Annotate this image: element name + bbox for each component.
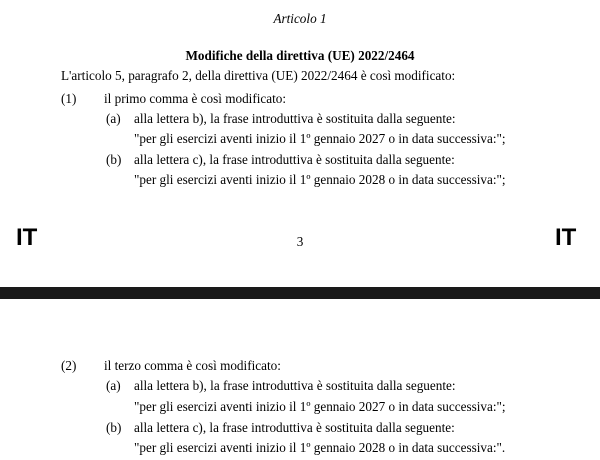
subitem-letter: (b) xyxy=(106,420,122,435)
subitem-text: alla lettera c), la frase introduttiva è sostituita dalla seguente: xyxy=(134,420,455,435)
language-code-right: IT xyxy=(555,224,577,251)
subitem-text: alla lettera c), la frase introduttiva è sostituita dalla seguente: xyxy=(134,152,455,167)
subitem-text: alla lettera b), la frase introduttiva è sostituita dalla seguente: xyxy=(134,378,456,393)
subitem-quote: "per gli esercizi aventi inizio il 1º gennaio 2027 o in data successiva:"; xyxy=(134,399,506,414)
item-text: il primo comma è così modificato: xyxy=(104,91,287,106)
item-text: il terzo comma è così modificato: xyxy=(104,358,281,373)
subitem-letter: (a) xyxy=(106,111,121,126)
page-number: 3 xyxy=(296,234,304,249)
subitem-text: alla lettera b), la frase introduttiva è sostituita dalla seguente: xyxy=(134,111,456,126)
subitem-quote: "per gli esercizi aventi inizio il 1º gennaio 2028 o in data successiva:". xyxy=(134,440,506,455)
article-title: Articolo 1 xyxy=(273,11,327,26)
intro-paragraph: L'articolo 5, paragrafo 2, della direttiva (UE) 2022/2464 è così modificato: xyxy=(61,68,456,83)
item-number: (1) xyxy=(61,91,77,106)
subitem-quote: "per gli esercizi aventi inizio il 1º gennaio 2028 o in data successiva:"; xyxy=(134,172,506,187)
subitem-letter: (b) xyxy=(106,152,122,167)
subitem-letter: (a) xyxy=(106,378,121,393)
subitem-quote: "per gli esercizi aventi inizio il 1º gennaio 2027 o in data successiva:"; xyxy=(134,131,506,146)
language-code-left: IT xyxy=(16,224,38,251)
page-break-divider xyxy=(0,287,600,299)
item-number: (2) xyxy=(61,358,77,373)
section-heading: Modifiche della direttiva (UE) 2022/2464 xyxy=(185,48,415,63)
